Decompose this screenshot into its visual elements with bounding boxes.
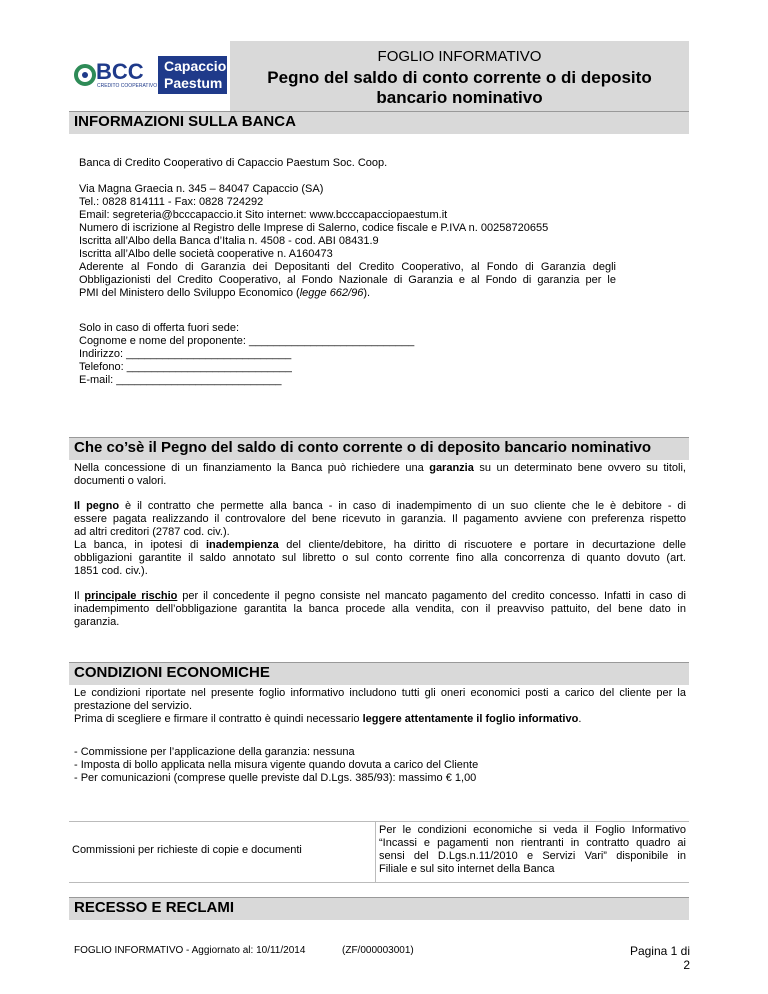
logo-name2: Paestum (164, 75, 223, 91)
text-line: garanzia. (74, 616, 120, 628)
table-cell-right-line: “Incassi e pagamenti non rientranti in contratto quadro ai (379, 837, 686, 849)
offsite-line: Telefono: ___________________________ (79, 361, 292, 373)
fund-law: legge 662/96 (299, 287, 364, 299)
fund-text-end: ). (363, 287, 371, 299)
bold-span: Il pegno (74, 500, 120, 512)
footer-page: Pagina 1 di 2 (629, 944, 690, 972)
doc-title-line1: Pegno del saldo di conto corrente o di deposito (267, 68, 652, 87)
table-cell-left-text: Commissioni per richieste di copie e documenti (72, 844, 302, 856)
doc-title (230, 68, 689, 108)
text-line: essere pagata realizzando il controvalore del bene ricevuto in garanzia. Il pagamento avviene con preferenza rispetto (74, 513, 686, 525)
text-span: è il contratto che permette alla banca - in caso di inadempimento di un suo cliente che le è debitore - di (119, 500, 686, 512)
bold-underline-span: principale rischio (84, 590, 178, 602)
text-line (74, 713, 686, 726)
text-line: obbligazioni garantite il saldo annotato sul libretto o sul conto corrente fino alla concorrenza di quanto dovuto (art. (74, 552, 686, 564)
text-line (74, 462, 686, 475)
text-span: Nella concessione di un finanziamento la Banca può richiedere una (74, 462, 430, 474)
footer-code: (ZF/000003001) (342, 945, 414, 956)
offsite-block (79, 322, 684, 387)
bank-info-line: Via Magna Graecia n. 345 – 84047 Capaccio (SA) (79, 183, 324, 195)
fund-line: Obbligazionisti del Credito Cooperativo, al Fondo Nazionale di Garanzia e al Fondo di garanzia per le (79, 274, 616, 286)
text-span: Prima di scegliere e firmare il contratto è quindi necessario (74, 713, 363, 725)
text-line (74, 500, 686, 513)
conditions-table (69, 821, 689, 883)
footer-updated: FOGLIO INFORMATIVO - Aggiornato al: 10/11/2014 (74, 945, 306, 956)
section3-title: CONDIZIONI ECONOMICHE (74, 664, 270, 681)
table-cell-right-line: Filiale e sul sito internet della Banca (379, 863, 555, 875)
fund-line: Aderente al Fondo di Garanzia dei Depositanti del Credito Cooperativo, al Fondo di Garanzia degli (79, 261, 616, 273)
fund-line (79, 287, 684, 300)
text-span: per il concedente il pegno consiste nel mancato pagamento del credito concesso. Infatti in caso di (177, 590, 686, 602)
bank-info-line: Iscritta all’Albo delle società cooperative n. A160473 (79, 248, 333, 260)
bank-logo (72, 56, 227, 94)
sec3-items (74, 746, 686, 785)
text-line: prestazione del servizio. (74, 700, 193, 712)
logo-bcc-text: BCC (96, 59, 144, 84)
section4-title: RECESSO E RECLAMI (74, 899, 235, 916)
text-line (74, 590, 686, 603)
logo-sub-text: CREDITO COOPERATIVO (97, 83, 158, 89)
doc-type: FOGLIO INFORMATIVO (377, 48, 542, 65)
text-line: Le condizioni riportate nel presente foglio informativo includono tutti gli oneri economici posti a carico del cliente per la (74, 687, 686, 699)
text-span: . (578, 713, 582, 725)
table-cell-right-line: sensi del D.Lgs.n.11/2010 e Servizi Vari” disponibile in (379, 850, 686, 862)
bold-span: leggere attentamente il foglio informativo (362, 713, 579, 725)
text-span: La banca, in ipotesi di (74, 539, 206, 551)
sec2-paragraph4 (74, 590, 686, 629)
doc-title-line2: bancario nominativo (376, 88, 543, 107)
offsite-line: E-mail: ___________________________ (79, 374, 282, 386)
sec3-paragraph1 (74, 687, 686, 726)
text-line: ad altri creditori (2787 cod. civ.). (74, 526, 230, 538)
bank-info-line: Iscritta all’Albo della Banca d’Italia n. 4508 - cod. ABI 08431.9 (79, 235, 379, 247)
text-span: del cliente/debitore, ha diritto di riscuotere e portare in decurtazione delle (278, 539, 686, 551)
section1-title: INFORMAZIONI SULLA BANCA (74, 113, 296, 130)
table-cell-right-line: Per le condizioni economiche si veda il Foglio Informativo (379, 824, 686, 836)
section2-title: Che co’sè il Pegno del saldo di conto corrente o di deposito bancario nominativo (74, 439, 652, 456)
bank-info-line: Email: segreteria@bcccapaccio.it Sito internet: www.bcccapacciopaestum.it (79, 209, 448, 221)
condition-item: - Commissione per l’applicazione della garanzia: nessuna (74, 746, 355, 758)
bold-span: inadempienza (205, 539, 279, 551)
sec2-paragraph1 (74, 462, 686, 488)
fund-text: PMI del Ministero dello Sviluppo Economico ( (79, 287, 300, 299)
bold-span: garanzia (429, 462, 474, 474)
offsite-line: Solo in caso di offerta fuori sede: (79, 322, 240, 334)
logo-name1: Capaccio (164, 58, 227, 74)
text-line: 1851 cod. civ.). (74, 565, 148, 577)
table-cell-left (69, 822, 376, 882)
bank-info-line: Numero di iscrizione al Registro delle Imprese di Salerno, codice fiscale e P.IVA n. 00258720655 (79, 222, 549, 234)
bank-info-line: Tel.: 0828 814111 - Fax: 0828 724292 (79, 196, 264, 208)
table-cell-right (379, 824, 686, 876)
text-span: Il (74, 590, 85, 602)
condition-item: - Per comunicazioni (comprese quelle previste dal D.Lgs. 385/93): massimo € 1,00 (74, 772, 477, 784)
text-line (74, 539, 686, 552)
text-line: documenti o valori. (74, 475, 167, 487)
text-line: inadempimento dell’obbligazione garantita la banca procede alla vendita, con il preavviso pattuito, del bene dato in (74, 603, 686, 615)
text-span: su un determinato bene ovvero su titoli, (473, 462, 686, 474)
bank-name: Banca di Credito Cooperativo di Capaccio Paestum Soc. Coop. (79, 157, 388, 169)
offsite-line: Indirizzo: ___________________________ (79, 348, 292, 360)
condition-item: - Imposta di bollo applicata nella misura vigente quando dovuta a carico del Cliente (74, 759, 479, 771)
offsite-line: Cognome e nome del proponente: ___________________________ (79, 335, 415, 347)
bank-info (79, 183, 684, 300)
sec2-paragraph2 (74, 500, 686, 578)
